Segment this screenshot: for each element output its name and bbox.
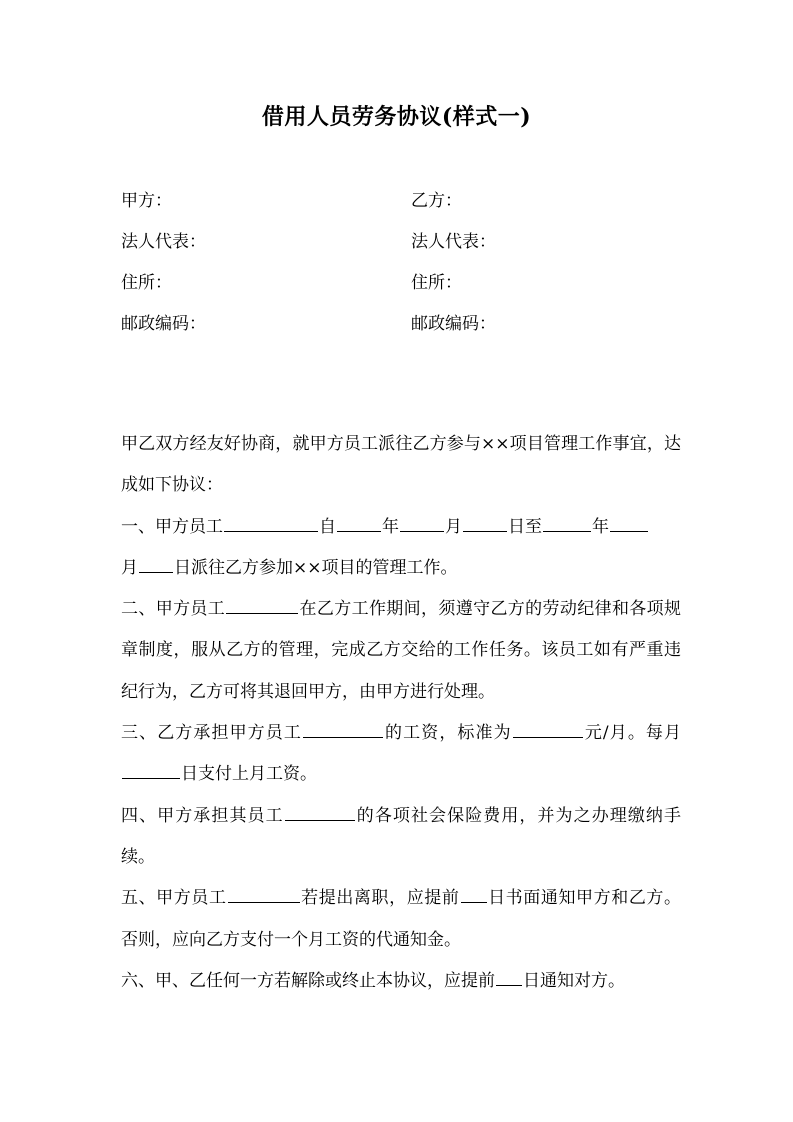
notice-days-blank (496, 963, 522, 986)
employee-name-blank (226, 591, 298, 614)
clause-6 (121, 961, 681, 1002)
employee-name-blank (303, 715, 383, 738)
clause-3-text-a: 三、乙方承担甲方员工 (121, 723, 302, 744)
employee-name-blank (228, 880, 300, 903)
party-a-address-label: 住所： (121, 273, 172, 293)
clause-1-text-f: 年 (592, 516, 609, 537)
start-year-blank (337, 509, 381, 532)
clause-4-text-b: 的各项社会保险费用，并为之办理缴纳手续。 (121, 805, 682, 867)
clause-1-text-e: 日至 (508, 516, 542, 537)
clause-5-text-c: 日书面通知甲方和乙方。否则，应向乙方支付一个月工资的代通知金。 (121, 888, 682, 950)
clause-5-text-a: 五、甲方员工 (121, 888, 227, 909)
party-b-postcode-label: 邮政编码： (411, 314, 496, 334)
end-month-blank (610, 509, 648, 532)
party-a-rep-label: 法人代表： (121, 232, 206, 252)
clause-1-text-c: 年 (382, 516, 399, 537)
party-address-row (121, 268, 681, 309)
clause-2-text-a: 二、甲方员工 (121, 599, 226, 620)
clause-3-text-d: 日支付上月工资。 (181, 764, 317, 785)
party-a-name-label: 甲方： (121, 191, 172, 211)
clause-6-text-a: 六、甲、乙任何一方若解除或终止本协议，应提前 (121, 970, 495, 991)
party-a-postcode-label: 邮政编码： (121, 314, 206, 334)
clause-1-text-g: 月 (121, 557, 138, 578)
party-b-name-label: 乙方： (411, 191, 462, 211)
employee-name-blank (224, 509, 318, 532)
employee-name-blank (285, 798, 355, 821)
clause-1-text-h: 日派往乙方参加××项目的管理工作。 (174, 557, 458, 578)
clause-1-text-d: 月 (445, 516, 462, 537)
clause-5-text-b: 若提出离职，应提前 (300, 888, 460, 909)
clause-3-text-c: 元/月。每月 (583, 723, 682, 744)
start-month-blank (400, 509, 444, 532)
document-title: 借用人员劳务协议(样式一) (261, 104, 532, 130)
clause-6-text-b: 日通知对方。 (523, 970, 625, 991)
start-day-blank (463, 509, 507, 532)
party-postcode-row (121, 309, 681, 350)
clause-1-text-b: 自 (319, 516, 336, 537)
end-year-blank (543, 509, 591, 532)
party-b-rep-label: 法人代表： (411, 232, 496, 252)
clause-1-text-a: 一、甲方员工 (121, 516, 223, 537)
agreement-body (121, 424, 681, 1002)
party-info-block (121, 186, 681, 350)
clause-2 (121, 589, 681, 713)
clause-2-text-b: 在乙方工作期间，须遵守乙方的劳动纪律和各项规章制度，服从乙方的管理，完成乙方交给的工作任务。该员工如有严重违纪行为，乙方可将其退回甲方，由甲方进行处理。 (121, 599, 682, 702)
salary-amount-blank (513, 715, 583, 738)
clause-4 (121, 796, 681, 879)
end-day-blank (139, 550, 173, 573)
intro-paragraph: 甲乙双方经友好协商，就甲方员工派往乙方参与××项目管理工作事宜，达成如下协议： (121, 434, 681, 496)
party-rep-row (121, 227, 681, 268)
clause-1 (121, 507, 681, 590)
clause-5 (121, 878, 681, 961)
clause-3 (121, 713, 681, 796)
party-b-address-label: 住所： (411, 273, 462, 293)
pay-day-blank (122, 756, 180, 779)
clause-4-text-a: 四、甲方承担其员工 (121, 805, 284, 826)
notice-days-blank (461, 880, 487, 903)
party-name-row (121, 186, 681, 227)
clause-3-text-b: 的工资，标准为 (383, 723, 512, 744)
